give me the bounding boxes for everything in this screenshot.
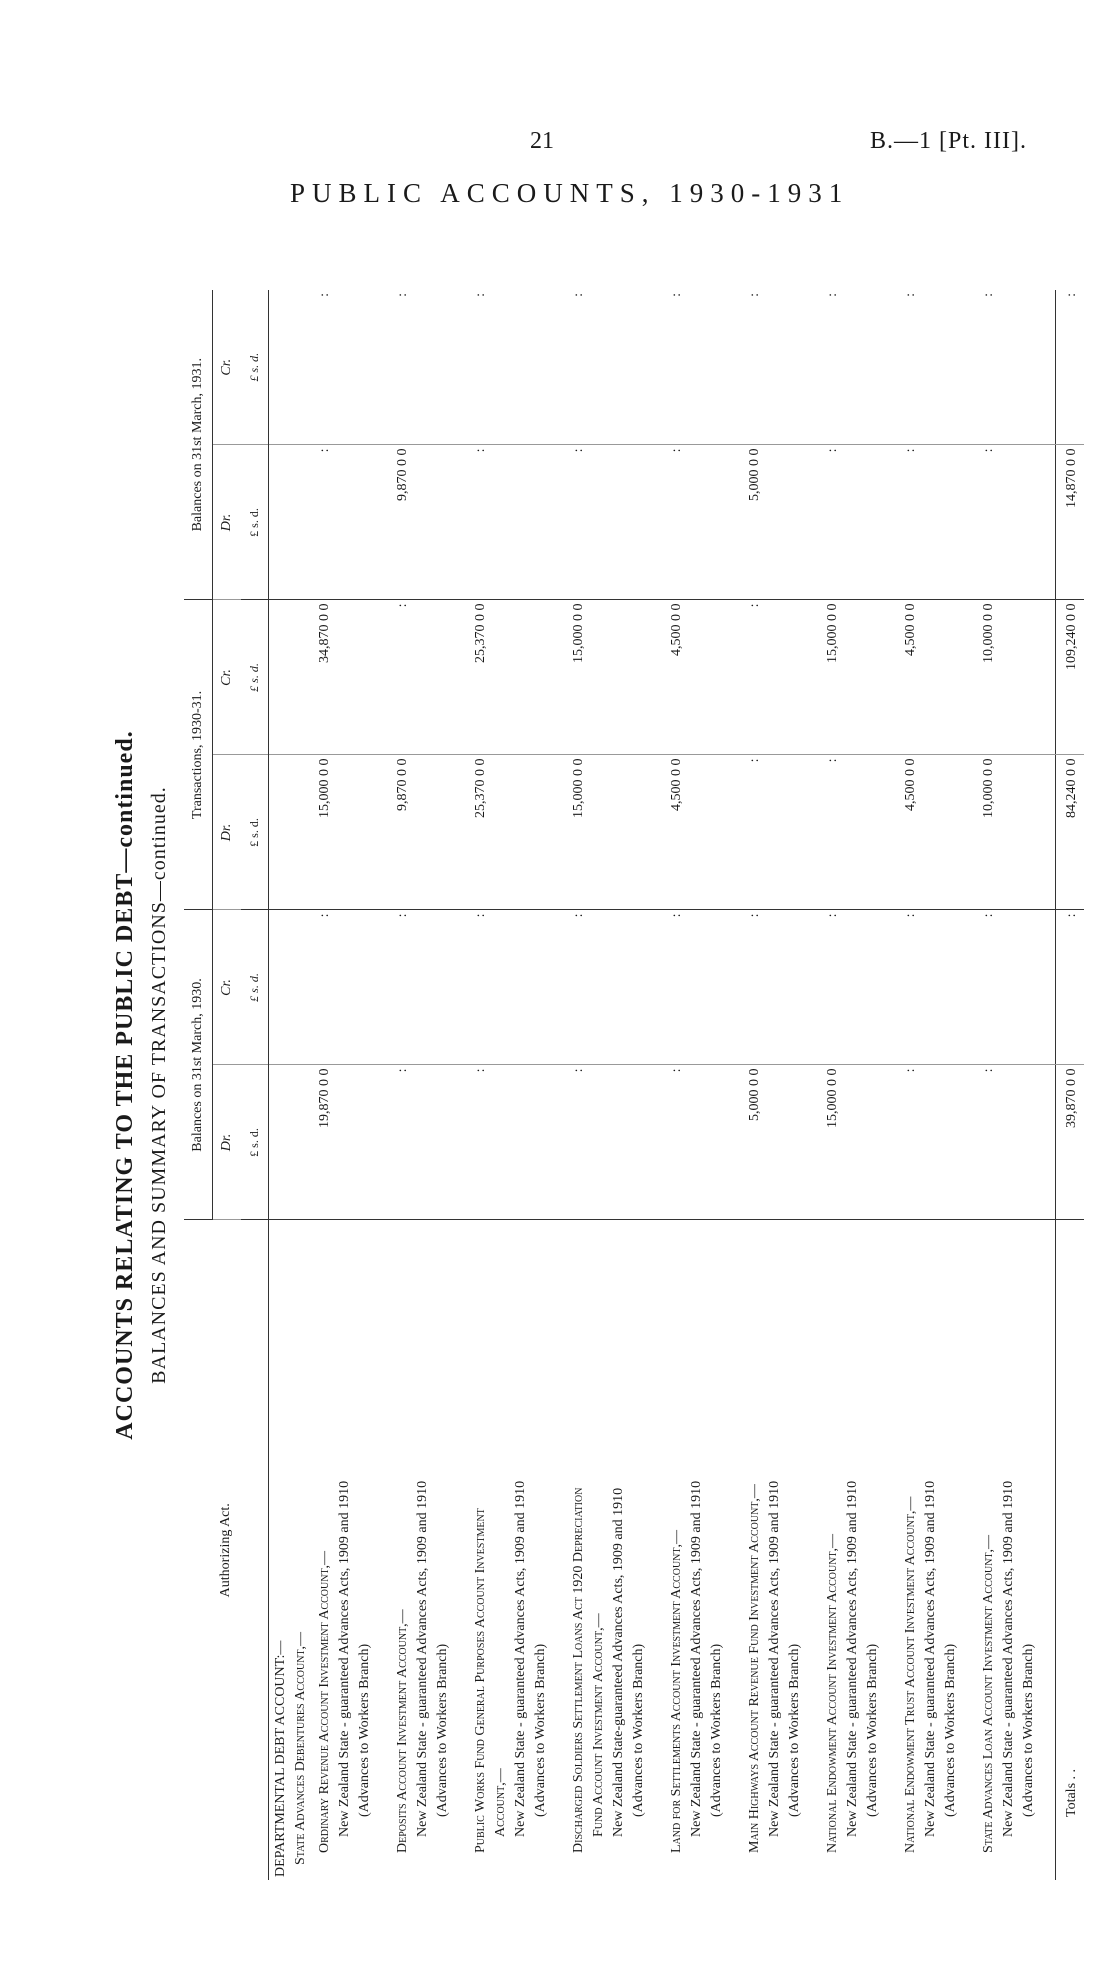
- heading-dept: DEPARTMENTAL DEBT ACCOUNT:—: [273, 1640, 288, 1877]
- cr-1930-value: :: [899, 910, 963, 1065]
- account-name-continued: Account,—: [493, 1768, 508, 1837]
- dr-1931-value: :: [665, 445, 729, 600]
- totals-text: Totals . .: [1064, 1768, 1079, 1817]
- table-row: [899, 290, 963, 1880]
- total-dr-1930: 39,870 0 0: [1056, 1065, 1085, 1220]
- dr-transactions-value: 15,000 0 0: [313, 755, 377, 910]
- dr-1930-value: :: [665, 1065, 729, 1220]
- dr-transactions-value: 15,000 0 0: [567, 755, 651, 910]
- header-cr: Cr.: [213, 600, 242, 755]
- dr-1931-value: 5,000 0 0: [743, 445, 807, 600]
- cr-transactions-value: 10,000 0 0: [977, 600, 1041, 755]
- row-description: [391, 1220, 455, 1880]
- branch-note: (Advances to Workers Branch): [631, 1643, 646, 1817]
- units-label: £ s. d.: [241, 600, 269, 755]
- cr-1930-value: :: [821, 910, 885, 1065]
- cr-1931-value: :: [743, 290, 807, 445]
- dr-1931-value: :: [567, 445, 651, 600]
- header-dr: Dr.: [213, 1065, 242, 1220]
- table-row: [821, 290, 885, 1880]
- row-description: [977, 1220, 1041, 1880]
- row-description: [899, 1220, 963, 1880]
- totals-label: [1056, 1220, 1085, 1880]
- row-description: [313, 1220, 377, 1880]
- authorizing-act: New Zealand State - guaranteed Advances Acts, 1909 and 1910: [767, 1480, 782, 1837]
- row-description: [665, 1220, 729, 1880]
- account-name: National Endowment Trust Account Investment Account,—: [903, 1496, 918, 1853]
- table-subtitle: BALANCES AND SUMMARY OF TRANSACTIONS—continued.: [148, 786, 170, 1384]
- table-row: [469, 290, 553, 1880]
- dr-transactions-value: 10,000 0 0: [977, 755, 1041, 910]
- cr-1930-value: :: [977, 910, 1041, 1065]
- account-name: Public Works Fund General Purposes Account Investment: [473, 1508, 488, 1853]
- authorizing-act: New Zealand State - guaranteed Advances Acts, 1909 and 1910: [415, 1480, 430, 1837]
- dr-transactions-value: 9,870 0 0: [391, 755, 455, 910]
- table-row: [665, 290, 729, 1880]
- total-cr-transactions: 109,240 0 0: [1056, 600, 1085, 755]
- accounts-table: [184, 290, 1084, 1880]
- cr-transactions-value: 4,500 0 0: [665, 600, 729, 755]
- account-name: Land for Settlements Account Investment Account,—: [669, 1529, 684, 1853]
- dr-1930-value: :: [977, 1065, 1041, 1220]
- dr-1930-value: :: [391, 1065, 455, 1220]
- dr-transactions-value: :: [743, 755, 807, 910]
- total-cr-1930: :: [1056, 910, 1085, 1065]
- table-row: [313, 290, 377, 1880]
- cr-1931-value: :: [821, 290, 885, 445]
- row-description: [469, 1220, 553, 1880]
- branch-note: (Advances to Workers Branch): [709, 1643, 724, 1817]
- cr-1930-value: :: [469, 910, 553, 1065]
- account-name: National Endowment Account Investment Account,—: [825, 1533, 840, 1853]
- dr-1930-value: 15,000 0 0: [821, 1065, 885, 1220]
- cr-1930-value: :: [567, 910, 651, 1065]
- cr-transactions-value: :: [391, 600, 455, 755]
- heading-state-advances: State Advances Debentures Account,—: [293, 1631, 308, 1865]
- account-name: State Advances Loan Account Investment Account,—: [981, 1534, 996, 1853]
- authorizing-act: New Zealand State - guaranteed Advances Acts, 1909 and 1910: [513, 1480, 528, 1837]
- dr-1931-value: :: [977, 445, 1041, 600]
- account-name-continued: Fund Account Investment Account,—: [591, 1613, 606, 1837]
- header-authorizing-act: Authorizing Act.: [184, 1220, 269, 1880]
- table-row: [977, 290, 1041, 1880]
- header-transactions: Transactions, 1930-31.: [184, 600, 213, 910]
- branch-note: (Advances to Workers Branch): [787, 1643, 802, 1817]
- dr-transactions-value: 4,500 0 0: [899, 755, 963, 910]
- cr-1931-value: :: [391, 290, 455, 445]
- header-balances-1931: Balances on 31st March, 1931.: [184, 290, 213, 600]
- cr-1930-value: :: [391, 910, 455, 1065]
- authorizing-act: New Zealand State - guaranteed Advances Acts, 1909 and 1910: [923, 1480, 938, 1837]
- units-label: £ s. d.: [241, 755, 269, 910]
- dr-1930-value: :: [469, 1065, 553, 1220]
- branch-note: (Advances to Workers Branch): [1021, 1643, 1036, 1817]
- total-dr-transactions: 84,240 0 0: [1056, 755, 1085, 910]
- cr-1931-value: :: [977, 290, 1041, 445]
- cr-transactions-value: 34,870 0 0: [313, 600, 377, 755]
- cr-1931-value: :: [469, 290, 553, 445]
- dr-1930-value: :: [899, 1065, 963, 1220]
- cr-1931-value: :: [665, 290, 729, 445]
- page-number: 21: [530, 128, 554, 154]
- units-label: £ s. d.: [241, 290, 269, 445]
- cr-1931-value: :: [567, 290, 651, 445]
- cr-1930-value: :: [743, 910, 807, 1065]
- running-title: PUBLIC ACCOUNTS, 1930-1931: [290, 178, 850, 208]
- table-row: [743, 290, 807, 1880]
- heading-departmental-debt: [269, 1220, 314, 1880]
- dr-1931-value: 9,870 0 0: [391, 445, 455, 600]
- branch-note: (Advances to Workers Branch): [357, 1643, 372, 1817]
- row-description: [821, 1220, 885, 1880]
- cr-1930-value: :: [313, 910, 377, 1065]
- cr-1931-value: :: [313, 290, 377, 445]
- dr-1931-value: :: [899, 445, 963, 600]
- dr-1930-value: :: [567, 1065, 651, 1220]
- total-dr-1931: 14,870 0 0: [1056, 445, 1085, 600]
- branch-note: (Advances to Workers Branch): [435, 1643, 450, 1817]
- cr-1931-value: :: [899, 290, 963, 445]
- document-reference: B.—1 [Pt. III].: [870, 128, 1027, 154]
- header-balances-1930: Balances on 31st March, 1930.: [184, 910, 213, 1220]
- account-name: Ordinary Revenue Account Investment Account,—: [317, 1550, 332, 1853]
- dr-1930-value: 5,000 0 0: [743, 1065, 807, 1220]
- branch-note: (Advances to Workers Branch): [943, 1643, 958, 1817]
- dr-transactions-value: 4,500 0 0: [665, 755, 729, 910]
- account-name: Main Highways Account Revenue Fund Investment Account,—: [747, 1484, 762, 1853]
- table-row: [567, 290, 651, 1880]
- authorizing-act: New Zealand State-guaranteed Advances Acts, 1909 and 1910: [611, 1487, 626, 1837]
- branch-note: (Advances to Workers Branch): [865, 1643, 880, 1817]
- dr-1930-value: 19,870 0 0: [313, 1065, 377, 1220]
- dr-transactions-value: :: [821, 755, 885, 910]
- dr-1931-value: :: [313, 445, 377, 600]
- header-dr: Dr.: [213, 755, 242, 910]
- units-label: £ s. d.: [241, 1065, 269, 1220]
- row-description: [567, 1220, 651, 1880]
- authorizing-act: New Zealand State - guaranteed Advances Acts, 1909 and 1910: [689, 1480, 704, 1837]
- table-title: ACCOUNTS RELATING TO THE PUBLIC DEBT—continued.: [112, 730, 138, 1440]
- cr-transactions-value: :: [743, 600, 807, 755]
- cr-transactions-value: 4,500 0 0: [899, 600, 963, 755]
- dr-transactions-value: 25,370 0 0: [469, 755, 553, 910]
- dr-1931-value: :: [821, 445, 885, 600]
- authorizing-act: New Zealand State - guaranteed Advances Acts, 1909 and 1910: [337, 1480, 352, 1837]
- cr-transactions-value: 25,370 0 0: [469, 600, 553, 755]
- totals-row: [1056, 290, 1085, 1880]
- authorizing-act: New Zealand State - guaranteed Advances Acts, 1909 and 1910: [845, 1480, 860, 1837]
- rotated-table-area: [106, 290, 1079, 1880]
- cr-transactions-value: 15,000 0 0: [821, 600, 885, 755]
- units-label: £ s. d.: [241, 910, 269, 1065]
- header-dr: Dr.: [213, 445, 242, 600]
- row-description: [743, 1220, 807, 1880]
- total-cr-1931: :: [1056, 290, 1085, 445]
- header-cr: Cr.: [213, 910, 242, 1065]
- dr-1931-value: :: [469, 445, 553, 600]
- cr-1930-value: :: [665, 910, 729, 1065]
- branch-note: (Advances to Workers Branch): [533, 1643, 548, 1817]
- authorizing-act: New Zealand State - guaranteed Advances Acts, 1909 and 1910: [1001, 1480, 1016, 1837]
- account-name: Discharged Soldiers Settlement Loans Act 1920 Depreciation: [571, 1487, 586, 1853]
- units-label: £ s. d.: [241, 445, 269, 600]
- header-cr: Cr.: [213, 290, 242, 445]
- table-row: [391, 290, 455, 1880]
- account-name: Deposits Account Investment Account,—: [395, 1609, 410, 1853]
- cr-transactions-value: 15,000 0 0: [567, 600, 651, 755]
